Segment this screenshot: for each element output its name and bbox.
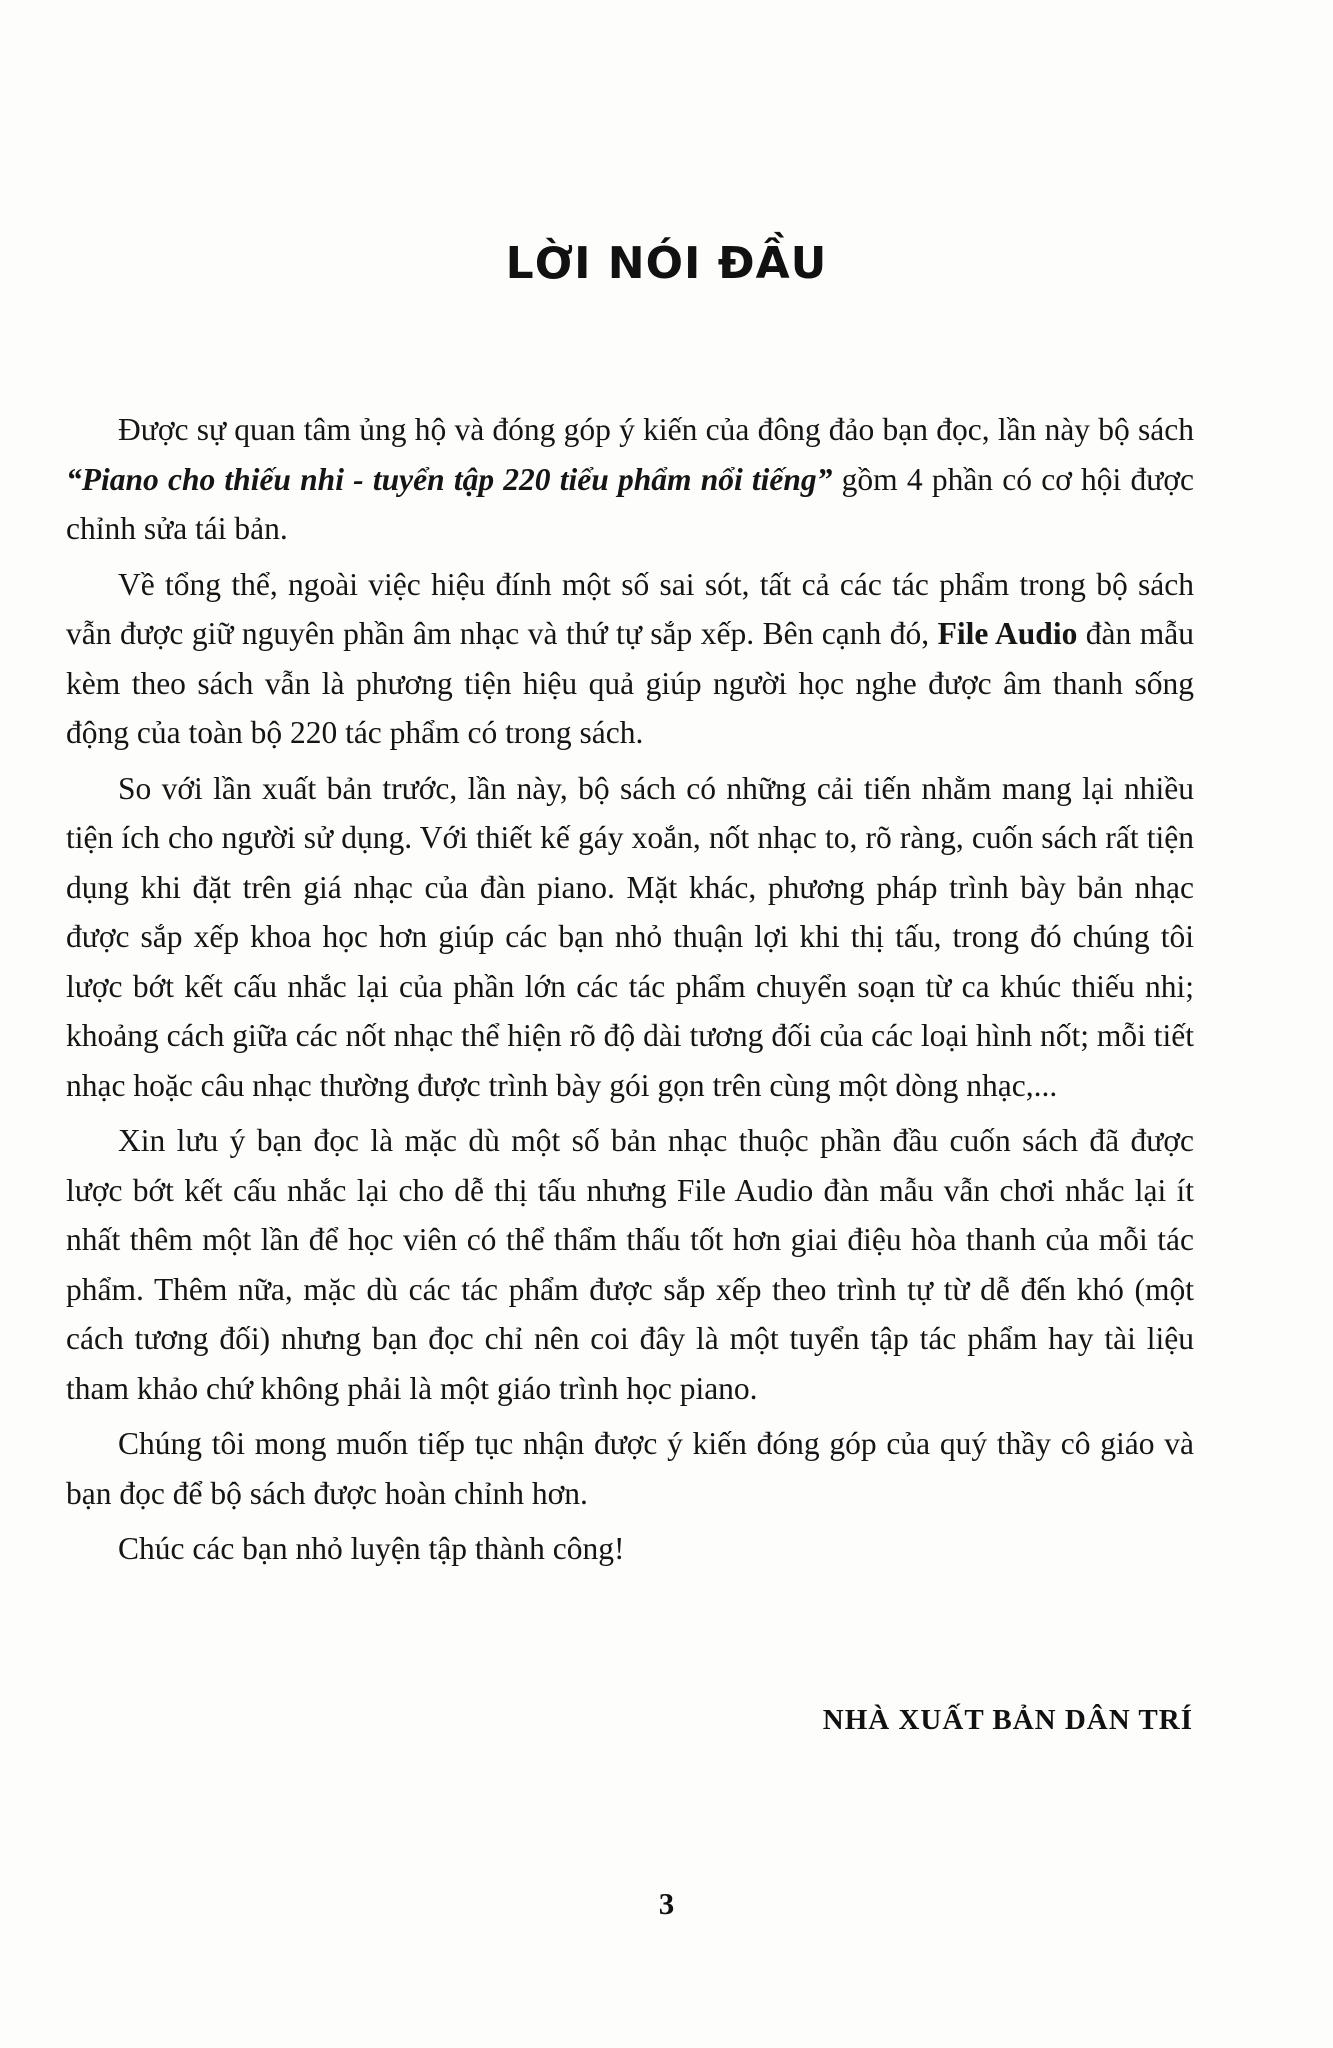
paragraph-2-text-b: đàn mẫu kèm theo sách vẫn là phương tiện hiệu quả giúp người học nghe được âm thanh sống động của toàn bộ 220 tác phẩm có trong sách. [66, 616, 1194, 750]
preface-body [66, 405, 1194, 1574]
paragraph-1 [66, 405, 1194, 554]
paragraph-4: Xin lưu ý bạn đọc là mặc dù một số bản nhạc thuộc phần đầu cuốn sách đã được lược bớt kết cấu nhắc lại cho dễ thị tấu nhưng File Audio đàn mẫu vẫn chơi nhắc lại ít nhất thêm một lần để học viên có thể thẩm thấu tốt hơn giai điệu hòa thanh của mỗi tác phẩm. Thêm nữa, mặc dù các tác phẩm được sắp xếp theo trình tự từ dễ đến khó (một cách tương đối) nhưng bạn đọc chỉ nên coi đây là một tuyển tập tác phẩm hay tài liệu tham khảo chứ không phải là một giáo trình học piano. [66, 1123, 1194, 1406]
paragraph-3: So với lần xuất bản trước, lần này, bộ sách có những cải tiến nhằm mang lại nhiều tiện ích cho người sử dụng. Với thiết kế gáy xoắn, nốt nhạc to, rõ ràng, cuốn sách rất tiện dụng khi đặt trên giá nhạc của đàn piano. Mặt khác, phương pháp trình bày bản nhạc được sắp xếp khoa học hơn giúp các bạn nhỏ thuận lợi khi thị tấu, trong đó chúng tôi lược bớt kết cấu nhắc lại của phần lớn các tác phẩm chuyển soạn từ ca khúc thiếu nhi; khoảng cách giữa các nốt nhạc thể hiện rõ độ dài tương đối của các loại hình nốt; mỗi tiết nhạc hoặc câu nhạc thường được trình bày gói gọn trên cùng một dòng nhạc,... [66, 770, 1194, 1103]
page-number: 3 [658, 1886, 675, 1921]
paragraph-1-text-b: gồm 4 phần có cơ hội được chỉnh sửa tái bản. [66, 461, 1194, 546]
paragraph-6: Chúc các bạn nhỏ luyện tập thành công! [118, 1531, 625, 1566]
paragraph-2-text-a: Về tổng thể, ngoài việc hiệu đính một số sai sót, tất cả các tác phẩm trong bộ sách vẫn được giữ nguyên phần âm nhạc và thứ tự sắp xếp. Bên cạnh đó, [66, 566, 1194, 651]
publisher-signature: NHÀ XUẤT BẢN DÂN TRÍ [822, 1704, 1193, 1736]
book-title: “Piano cho thiếu nhi - tuyển tập 220 tiểu phẩm nổi tiếng” [66, 461, 833, 497]
paragraph-5: Chúng tôi mong muốn tiếp tục nhận được ý kiến đóng góp của quý thầy cô giáo và bạn đọc để bộ sách được hoàn chỉnh hơn. [66, 1426, 1194, 1511]
page-title: LỜI NÓI ĐẦU [505, 238, 828, 289]
paragraph-1-text-a: Được sự quan tâm ủng hộ và đóng góp ý kiến của đông đảo bạn đọc, lần này bộ sách [118, 412, 1194, 447]
paragraph-2 [66, 560, 1194, 758]
file-audio-term: File Audio [937, 616, 1078, 651]
